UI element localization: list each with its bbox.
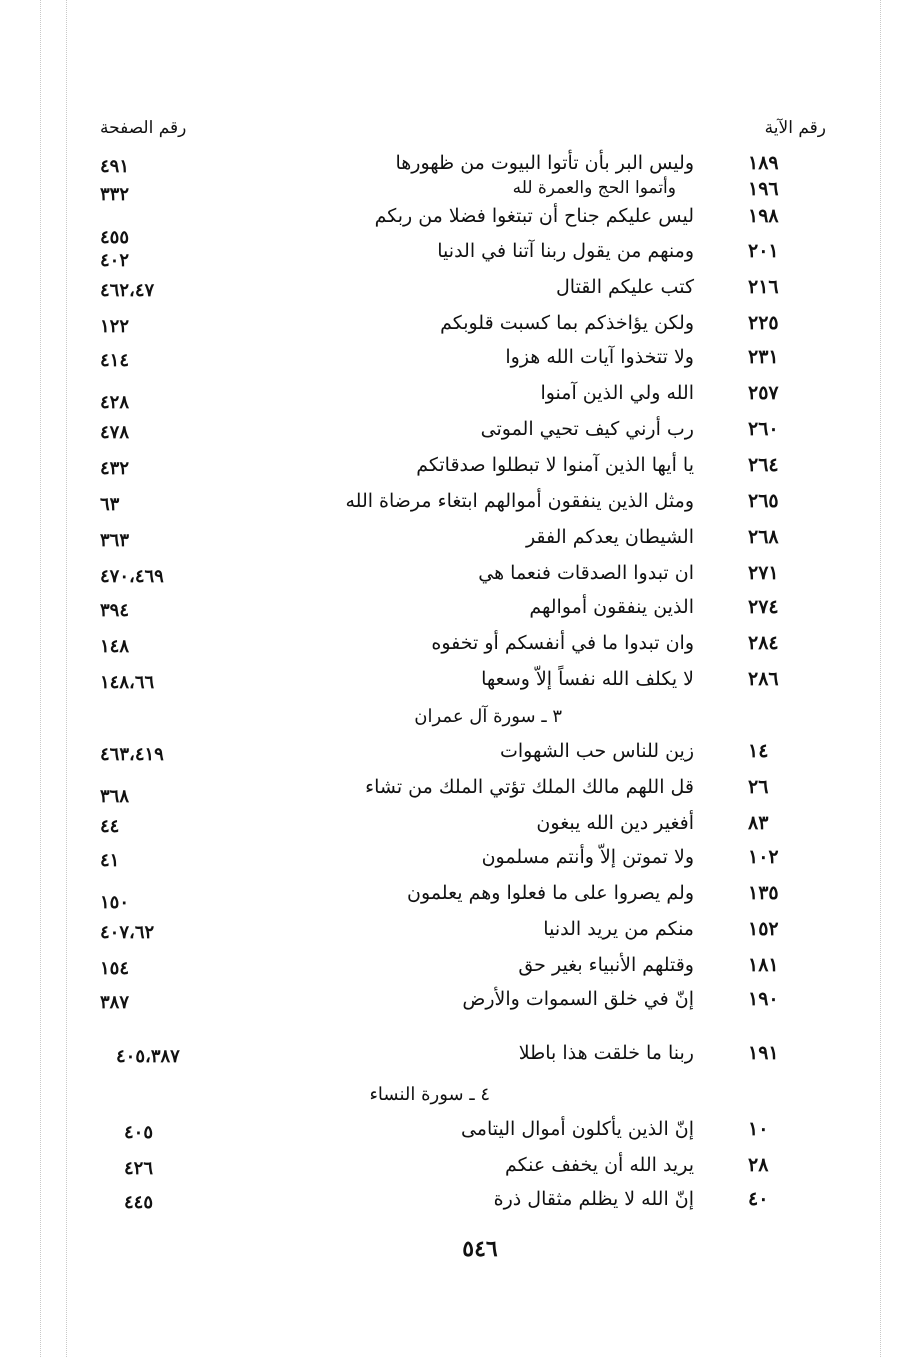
verse-number: ٢٦٨ [748, 526, 779, 548]
verse-number: ٢٦ [748, 776, 769, 798]
section-heading-al-imran: ٣ ـ سورة آل عمران [414, 706, 562, 727]
verse-number: ١٣٥ [748, 882, 779, 904]
page-ref: ٤٩١ [100, 156, 130, 177]
verse-number: ٢٥٧ [748, 382, 779, 404]
verse-number: ٢٠١ [748, 240, 779, 262]
page-number: ٥٤٦ [462, 1236, 498, 1262]
verse-number-header: رقم الآية [764, 118, 826, 138]
page-ref: ٤٣٢ [100, 458, 130, 479]
verse-text: لا يكلف الله نفساً إلاّ وسعها [481, 668, 694, 690]
page-ref: ١٢٢ [100, 316, 130, 337]
verse-number: ٢٧٤ [748, 596, 779, 618]
index-row [0, 490, 922, 520]
verse-text: ولكن يؤاخذكم بما كسبت قلوبكم [440, 312, 694, 334]
index-row [0, 276, 922, 306]
verse-number: ٢٢٥ [748, 312, 779, 334]
verse-text: الله ولي الذين آمنوا [540, 382, 694, 404]
index-row [0, 776, 922, 806]
index-row [0, 632, 922, 662]
verse-number: ١٩٠ [748, 988, 779, 1010]
verse-text: يا أيها الذين آمنوا لا تبطلوا صدقاتكم [416, 454, 694, 476]
verse-text: زين للناس حب الشهوات [500, 740, 694, 762]
page-ref: ٤٧٠،٤٦٩ [100, 566, 164, 587]
index-row [0, 240, 922, 270]
page-ref: ٤٠٢ [100, 250, 130, 271]
verse-text: إنّ في خلق السموات والأرض [462, 988, 694, 1010]
index-row [0, 562, 922, 592]
verse-text: الشيطان يعدكم الفقر [525, 526, 694, 548]
verse-number: ١٩٦ [748, 178, 779, 200]
verse-text: يريد الله أن يخفف عنكم [504, 1154, 694, 1176]
verse-number: ٢٦٠ [748, 418, 779, 440]
index-row [0, 988, 922, 1018]
index-row [0, 596, 922, 626]
verse-number: ٢٦٤ [748, 454, 779, 476]
page-ref: ٤٢٨ [100, 392, 130, 413]
page-ref: ٣٨٧ [100, 992, 130, 1013]
verse-text: وقتلهم الأنبياء بغير حق [518, 954, 694, 976]
page-ref: ١٤٨ [100, 636, 130, 657]
verse-number: ٢٨٤ [748, 632, 779, 654]
verse-number: ١٩٨ [748, 205, 779, 227]
verse-number: ٢١٦ [748, 276, 779, 298]
verse-text: ان تبدوا الصدقات فنعما هي [478, 562, 694, 584]
index-row [0, 668, 922, 698]
index-row [0, 1154, 922, 1184]
verse-text: الذين ينفقون أموالهم [529, 596, 694, 618]
verse-text: ليس عليكم جناح أن تبتغوا فضلا من ربكم [374, 205, 694, 227]
verse-number: ١٠٢ [748, 846, 779, 868]
verse-number: ١٨٩ [748, 152, 779, 174]
page-ref: ٦٣ [100, 494, 120, 515]
page-ref: ٤٥٥ [100, 227, 130, 248]
index-row [0, 454, 922, 484]
verse-text: وليس البر بأن تأتوا البيوت من ظهورها [395, 152, 694, 174]
index-row [0, 846, 922, 876]
page-ref: ٣٣٢ [100, 184, 130, 205]
verse-text: ومنهم من يقول ربنا آتنا في الدنيا [437, 240, 694, 262]
verse-text: إنّ الذين يأكلون أموال اليتامى [460, 1118, 694, 1140]
verse-number: ١٩١ [748, 1042, 779, 1064]
verse-text: رب أرني كيف تحيي الموتى [480, 418, 694, 440]
verse-text: منكم من يريد الدنيا [543, 918, 694, 940]
verse-text: إنّ الله لا يظلم مثقال ذرة [493, 1188, 694, 1210]
index-row [0, 812, 922, 842]
verse-number: ٢٧١ [748, 562, 779, 584]
page-ref: ٤٠٧،٦٢ [100, 922, 155, 943]
index-row [0, 418, 922, 448]
verse-number: ١٨١ [748, 954, 779, 976]
index-row [0, 918, 922, 948]
page-ref: ٣٦٣ [100, 530, 130, 551]
page-ref: ٤٤٥ [124, 1192, 154, 1213]
verse-number: ٢٦٥ [748, 490, 779, 512]
verse-number: ٢٨٦ [748, 668, 779, 690]
index-row [0, 382, 922, 412]
index-row [0, 346, 922, 376]
page-ref: ٤٦٣،٤١٩ [100, 744, 164, 765]
page-ref: ٤١٤ [100, 350, 130, 371]
page-ref: ٤٦٢،٤٧ [100, 280, 155, 301]
index-row [0, 954, 922, 984]
verse-text: وان تبدوا ما في أنفسكم أو تخفوه [431, 632, 694, 654]
verse-number: ١٤ [748, 740, 769, 762]
verse-text: ولا تتخذوا آيات الله هزوا [505, 346, 694, 368]
page-ref: ١٤٨،٦٦ [100, 672, 155, 693]
verse-number: ١٥٢ [748, 918, 779, 940]
page-ref: ٣٩٤ [100, 600, 130, 621]
page-ref: ٤٠٥،٣٨٧ [116, 1046, 180, 1067]
verse-text: ولم يصروا على ما فعلوا وهم يعلمون [407, 882, 694, 904]
verse-text: وأتموا الحج والعمرة لله [512, 178, 676, 198]
index-row [0, 1042, 922, 1072]
index-row [0, 740, 922, 770]
page-ref: ٤٧٨ [100, 422, 130, 443]
page-number-header: رقم الصفحة [100, 118, 187, 138]
index-row [0, 1188, 922, 1218]
index-row [0, 312, 922, 342]
page-ref: ٤٤ [100, 816, 120, 837]
verse-number: ٢٨ [748, 1154, 769, 1176]
verse-number: ١٠ [748, 1118, 769, 1140]
page-ref: ١٥٤ [100, 958, 130, 979]
verse-text: قل اللهم مالك الملك تؤتي الملك من تشاء [365, 776, 694, 798]
verse-number: ٨٣ [748, 812, 769, 834]
section-heading-an-nisa: ٤ ـ سورة النساء [369, 1084, 490, 1105]
verse-text: أفغير دين الله يبغون [536, 812, 694, 834]
verse-text: كتب عليكم القتال [555, 276, 694, 298]
index-row [0, 156, 922, 205]
index-row [0, 1118, 922, 1148]
page-ref: ٤٢٦ [124, 1158, 154, 1179]
verse-text: ربنا ما خلقت هذا باطلا [518, 1042, 694, 1064]
page-ref: ٤٠٥ [124, 1122, 154, 1143]
index-row [0, 526, 922, 556]
page-ref: ٣٦٨ [100, 786, 130, 807]
index-row [0, 205, 922, 248]
page-ref: ١٥٠ [100, 892, 130, 913]
page-ref: ٤١ [100, 850, 120, 871]
verse-text: ولا تموتن إلاّ وأنتم مسلمون [481, 846, 694, 868]
verse-number: ٤٠ [748, 1188, 769, 1210]
verse-number: ٢٣١ [748, 346, 779, 368]
verse-text: ومثل الذين ينفقون أموالهم ابتغاء مرضاة الله [345, 490, 694, 512]
index-row [0, 882, 922, 912]
